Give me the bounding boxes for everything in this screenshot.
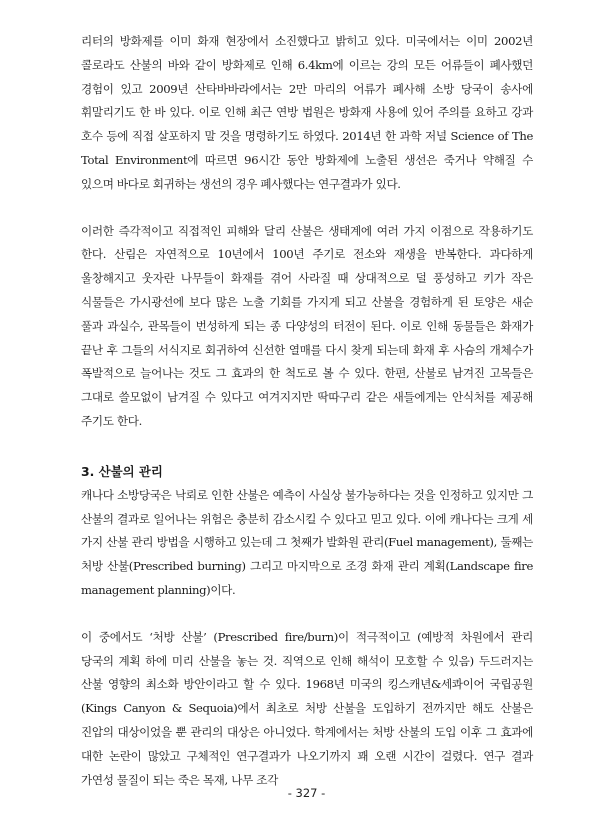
body-paragraph: 캐나다 소방당국은 낙뢰로 인한 산불은 예측이 사실상 불가능하다는 것을 인정하고 있지만 그 산불의 결과로 일어나는 위험은 충분히 감소시킬 수 있다고 믿고 있다. 이에 캐나다는 크게 세 가지 산불 관리 방법을 시행하고 있는데 그 첫째가 발화원 관리(Fuel management), 둘째는 처방 산불(Prescribed burning) 그리고 마지막으로 조경 화재 관리 계획(Landscape fire management planning)이다. [81, 487, 533, 597]
body-paragraph: 리터의 방화제를 이미 화재 현장에서 소진했다고 밝히고 있다. 미국에서는 이미 2002년 콜로라도 산불의 바와 같이 방화제로 인해 6.4km에 이르는 강의 모든 어류들이 폐사했던 경험이 있고 2009년 산타바바라에서는 2만 마리의 어류가 폐사해 소방 당국이 송사에 휘말리기도 한 바 있다. 이로 인해 최근 연방 법원은 방화재 사용에 있어 주의를 요하고 강과 호수 등에 직접 살포하지 말 것을 명령하기도 하였다. 2014년 한 과학 저널 Science of The Total Environment에 따르면 96시간 동안 방화제에 노출된 생선은 죽거나 약해질 수 있으며 바다로 회귀하는 생선의 경우 폐사했다는 연구결과가 있다. [81, 34, 533, 191]
section-heading: 3. 산불의 관리 [81, 463, 163, 479]
page-number: - 327 - [287, 786, 326, 800]
body-paragraph: 이러한 즉각적이고 직접적인 피해와 달리 산불은 생태계에 여러 가지 이점으로 작용하기도 한다. 산림은 자연적으로 10년에서 100년 주기로 전소와 재생을 반복한다. 과다하게 울창해지고 웃자란 나무들이 화재를 겪어 사라질 때 상대적으로 덜 풍성하고 키가 작은 식물들은 가시광선에 보다 많은 노출 기회를 가지게 되고 산불을 경험하게 된 토양은 새순 풀과 과실수, 관목들이 번성하게 되는 종 다양성의 터전이 된다. 이로 인해 동물들은 화재가 끝난 후 그들의 서식지로 회귀하여 신선한 열매를 다시 찾게 되는데 화재 후 사슴의 개체수가 폭발적으로 늘어나는 것도 그 효과의 한 척도로 볼 수 있다. 한편, 산불로 남겨진 고목들은 그대로 쓸모없이 남겨질 수 있다고 여겨지지만 딱따구리 같은 새들에게는 안식처를 제공해 주기도 한다. [81, 223, 533, 428]
body-paragraph: 이 중에서도 ‘처방 산불’ (Prescribed fire/burn)이 적극적이고 (예방적 차원에서 관리 당국의 계획 하에 미리 산불을 놓는 것. 직역으로 인해 해석이 모호할 수 있음) 두드러지는 산불 영향의 최소화 방안이라고 할 수 있다. 1968년 미국의 킹스캐년&세콰이어 국립공원(Kings Canyon & Sequoia)에서 최초로 처방 산불을 도입하기 전까지만 해도 산불은 진압의 대상이었을 뿐 관리의 대상은 아니었다. 학계에서는 처방 산불의 도입 이후 그 효과에 대한 논란이 많았고 구체적인 연구결과가 나오기까지 꽤 오랜 시간이 걸렸다. 연구 결과 가연성 물질이 되는 죽은 목재, 나무 조각 [81, 629, 533, 787]
document-page [81, 30, 533, 792]
